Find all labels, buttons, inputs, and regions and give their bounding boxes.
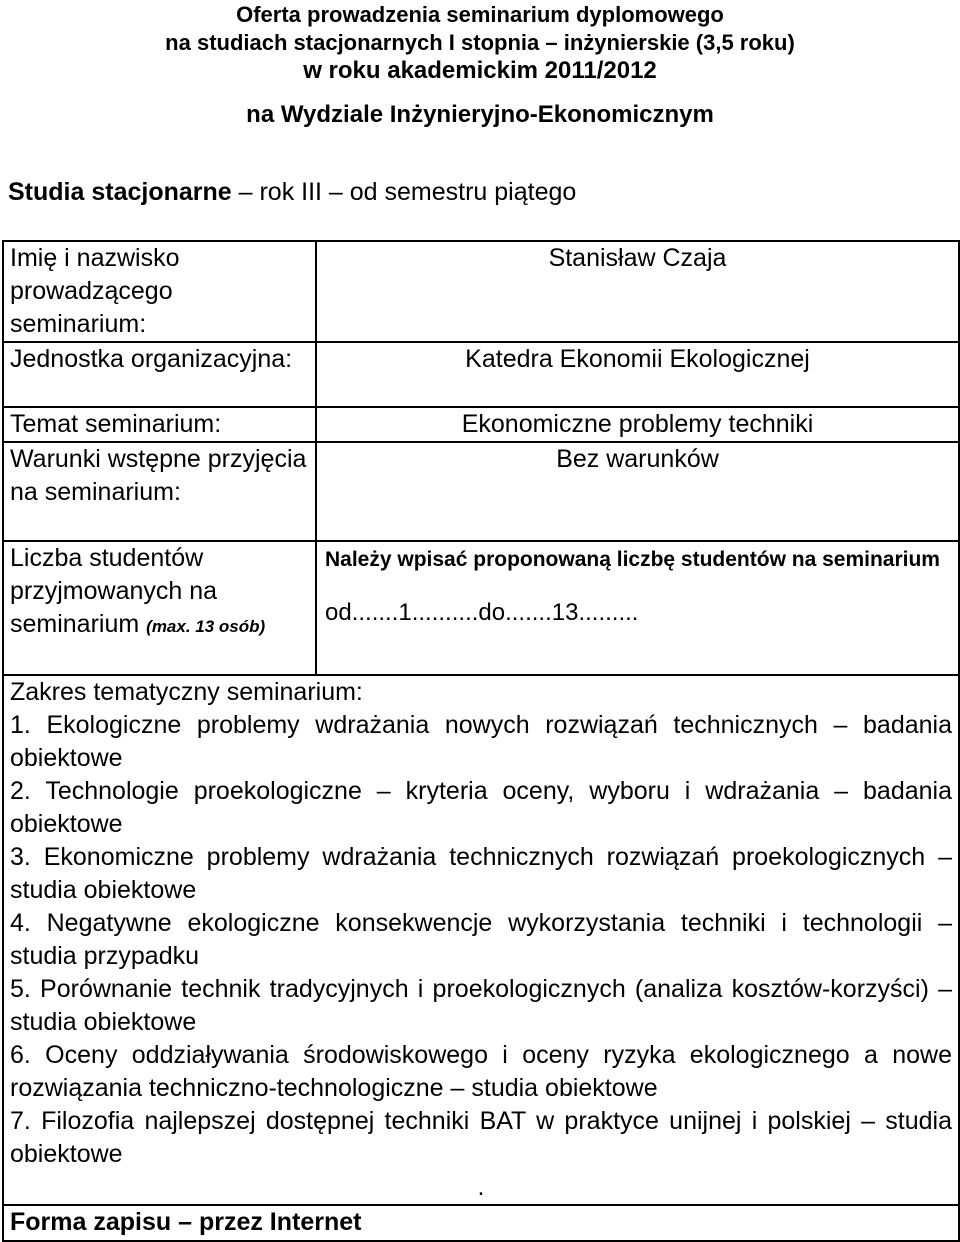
row-scope: [3, 675, 959, 1205]
conditions-label: Warunki wstępne przyjęcia na seminarium:: [3, 442, 316, 541]
row-conditions: [3, 442, 959, 541]
study-mode-bold: Studia stacjonarne: [8, 178, 232, 206]
unit-label: Jednostka organizacyjna:: [3, 342, 316, 407]
topic-item: 5. Porównanie technik tradycyjnych i proekologicznych (analiza kosztów-korzyści) – studia obiektowe: [10, 975, 952, 1036]
topic-item: 4. Negatywne ekologiczne konsekwencje wykorzystania techniki i technologii – studia przypadku: [10, 909, 952, 970]
study-mode-line: [8, 176, 576, 208]
header-line-1: Oferta prowadzenia seminarium dyplomowego: [236, 2, 724, 27]
scope-label: Zakres tematyczny seminarium:: [10, 678, 363, 706]
unit-value: Katedra Ekonomii Ekologicznej: [316, 342, 959, 407]
row-unit: [3, 342, 959, 407]
header-line-3: w roku akademickim 2011/2012: [303, 57, 657, 84]
enrollment-method: Forma zapisu – przez Internet: [3, 1205, 959, 1241]
header-line-2: na studiach stacjonarnych I stopnia – inżynierskie (3,5 roku): [165, 30, 795, 55]
topic-item: 1. Ekologiczne problemy wdrażania nowych rozwiązań technicznych – badania obiektowe: [10, 711, 952, 772]
lecturer-label: Imię i nazwisko prowadzącego seminarium:: [3, 241, 316, 342]
header-line-4: na Wydziale Inżynieryjno-Ekonomicznym: [246, 101, 714, 128]
topic-label: Temat seminarium:: [3, 407, 316, 442]
count-label-cell: [3, 541, 316, 675]
count-instruction: Należy wpisać proponowaną liczbę studentów na seminarium: [325, 548, 940, 571]
topic-item: 2. Technologie proekologiczne – kryteria oceny, wyboru i wdrażania – badania obiektowe: [10, 777, 952, 838]
topic-value: Ekonomiczne problemy techniki: [316, 407, 959, 442]
row-student-count: [3, 541, 959, 675]
count-value-cell: [316, 541, 959, 675]
topic-item: 6. Oceny oddziaływania środowiskowego i oceny ryzyka ekologicznego a nowe rozwiązania techniczno-technologiczne – studia obiektowe: [10, 1041, 952, 1102]
count-label-max: (max. 13 osób): [146, 617, 266, 636]
row-lecturer: [3, 241, 959, 342]
topic-item: 7. Filozofia najlepszej dostępnej techniki BAT w praktyce unijnej i polskiej – studia obiektowe: [10, 1107, 952, 1168]
conditions-value: Bez warunków: [316, 442, 959, 541]
seminar-form-table: [2, 240, 960, 1242]
scope-cell: [3, 675, 959, 1205]
row-enrollment: [3, 1205, 959, 1241]
topic-item: 3. Ekonomiczne problemy wdrażania technicznych rozwiązań proekologicznych – studia obiektowe: [10, 843, 952, 904]
row-topic: [3, 407, 959, 442]
count-range-field[interactable]: od.......1..........do.......13.........: [325, 599, 639, 626]
lecturer-value: Stanisław Czaja: [316, 241, 959, 342]
study-mode-rest: – rok III – od semestru piątego: [231, 178, 577, 206]
count-label: Liczba studentów przyjmowanych na seminarium: [10, 544, 218, 638]
trailing-dot: .: [477, 1173, 485, 1201]
